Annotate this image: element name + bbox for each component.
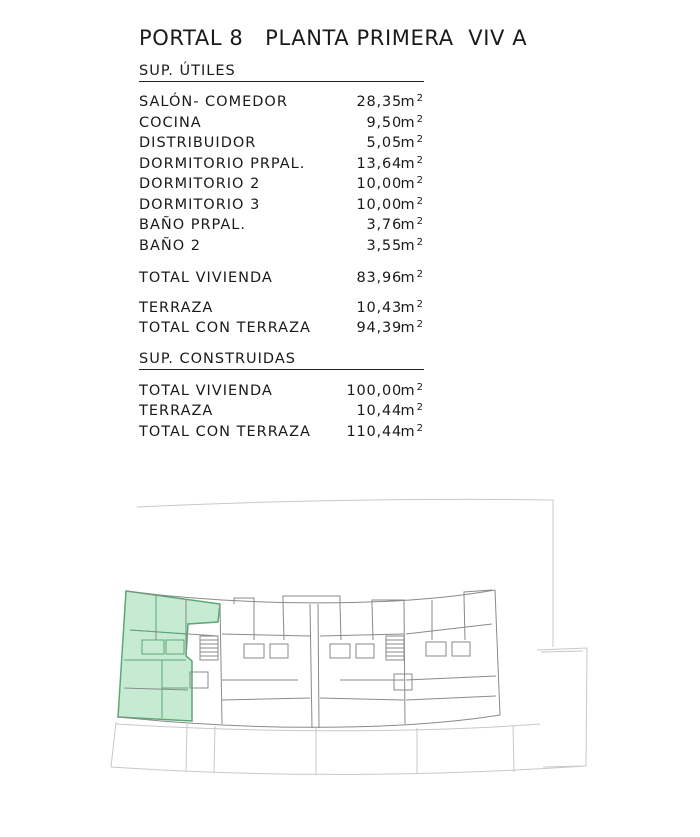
total-label: TOTAL VIVIENDA <box>139 270 273 286</box>
area-value: 10,00 <box>356 197 402 213</box>
row-label: TERRAZA <box>139 403 214 419</box>
area-value: 9,50 <box>366 115 402 131</box>
area-unit: $m^2$ <box>400 423 424 440</box>
area-unit: $m^2$ <box>400 155 424 172</box>
room-label: DISTRIBUIDOR <box>139 135 257 151</box>
room-label: COCINA <box>139 115 202 131</box>
terraza-value: 10,43 <box>356 300 402 316</box>
area-unit: $m^2$ <box>400 134 424 151</box>
area-value: 3,55 <box>366 238 402 254</box>
row-label: TOTAL CON TERRAZA <box>139 424 311 440</box>
area-unit: $m^2$ <box>400 402 424 419</box>
room-label: SALÓN- COMEDOR <box>139 94 288 110</box>
area-unit: $m^2$ <box>400 319 424 336</box>
room-label: BAÑO 2 <box>139 238 201 254</box>
total-value: 94,39 <box>356 320 402 336</box>
area-unit: $m^2$ <box>400 196 424 213</box>
section-heading-sup-construidas: SUP. CONSTRUIDAS <box>139 350 424 370</box>
area-value: 5,05 <box>366 135 402 151</box>
total-label: TOTAL CON TERRAZA <box>139 320 311 336</box>
area-value: 3,76 <box>366 217 402 233</box>
area-unit: $m^2$ <box>400 237 424 254</box>
room-label: DORMITORIO 2 <box>139 176 261 192</box>
area-value: 100,00 <box>346 383 402 399</box>
area-value: 13,64 <box>356 156 402 172</box>
area-value: 10,44 <box>356 403 402 419</box>
area-value: 10,00 <box>356 176 402 192</box>
row-label: TOTAL VIVIENDA <box>139 383 273 399</box>
area-value: 28,35 <box>356 94 402 110</box>
area-unit: $m^2$ <box>400 175 424 192</box>
area-unit: $m^2$ <box>400 114 424 131</box>
area-unit: $m^2$ <box>400 216 424 233</box>
area-unit: $m^2$ <box>400 269 424 286</box>
area-unit: $m^2$ <box>400 93 424 110</box>
area-unit: $m^2$ <box>400 299 424 316</box>
room-label: DORMITORIO PRPAL. <box>139 156 306 172</box>
section-heading-sup-utiles: SUP. ÚTILES <box>139 62 424 82</box>
room-label: DORMITORIO 3 <box>139 197 261 213</box>
terraza-label: TERRAZA <box>139 300 214 316</box>
total-value: 83,96 <box>356 270 402 286</box>
room-label: BAÑO PRPAL. <box>139 217 246 233</box>
area-unit: $m^2$ <box>400 382 424 399</box>
page-title: PORTAL 8 PLANTA PRIMERA VIV A <box>139 26 528 50</box>
area-value: 110,44 <box>346 424 402 440</box>
